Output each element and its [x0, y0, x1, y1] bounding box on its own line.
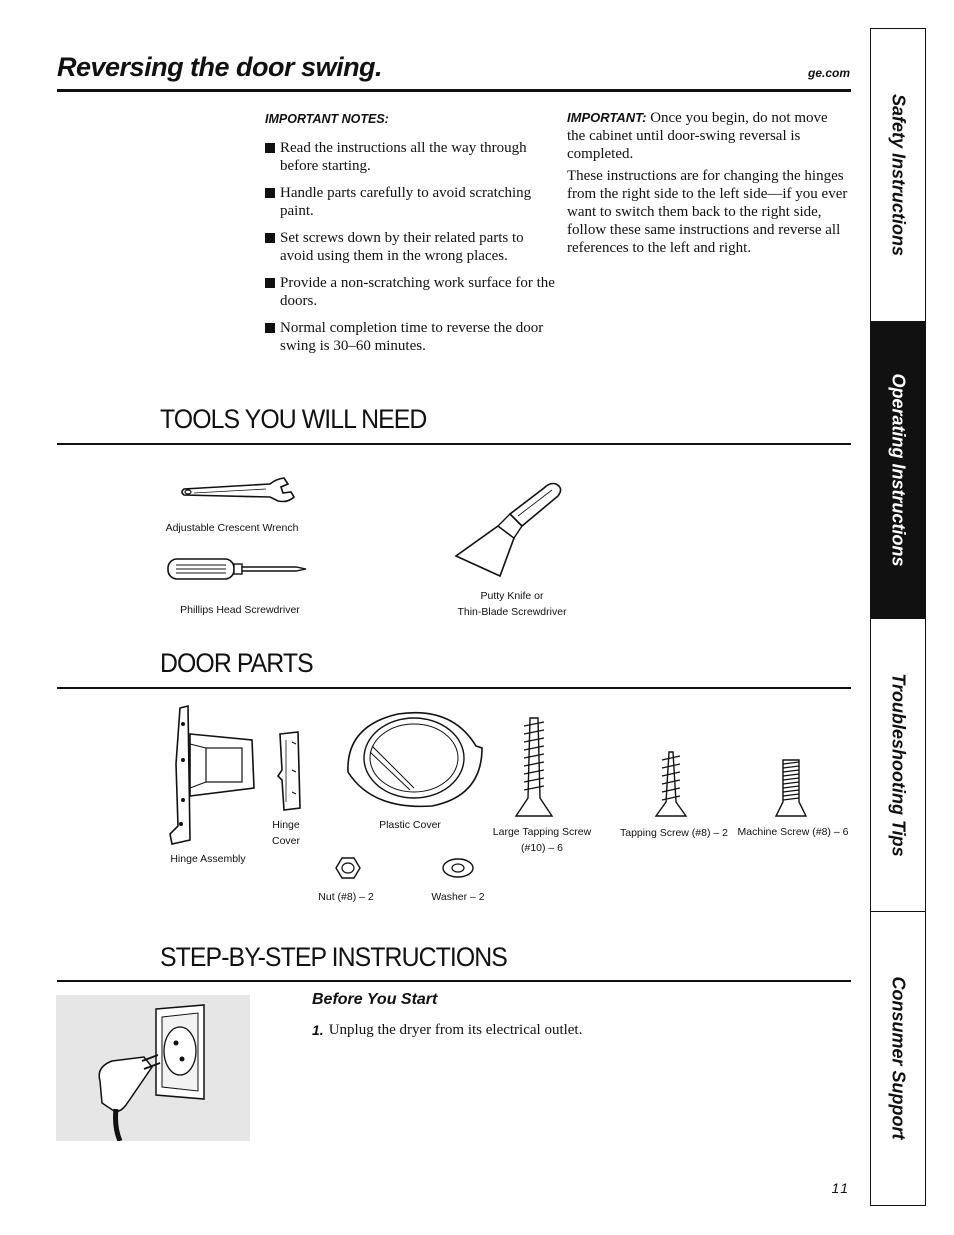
screwdriver-icon — [166, 555, 311, 585]
step-number: 1. — [312, 1022, 324, 1038]
tapping-screw-caption: Tapping Screw (#8) – 2 — [620, 827, 728, 839]
list-item: Handle parts carefully to avoid scratching paint. — [265, 184, 555, 220]
list-item: Normal completion time to reverse the door swing is 30–60 minutes. — [265, 319, 555, 355]
hinge-assembly-caption: Hinge Assembly — [170, 853, 246, 865]
hinge-cover-icon — [274, 730, 304, 812]
hinge-cover-caption-line: Cover — [271, 835, 300, 847]
list-item: Set screws down by their related parts to avoid using them in the wrong places. — [265, 229, 555, 265]
hinge-cover-caption — [262, 817, 310, 849]
large-tapping-screw-caption — [484, 824, 600, 856]
important-notes-list — [265, 139, 555, 364]
tools-rule — [57, 443, 851, 445]
hinge-assembly-icon — [166, 704, 258, 846]
screwdriver-caption: Phillips Head Screwdriver — [180, 604, 300, 616]
plastic-cover-caption: Plastic Cover — [379, 819, 441, 831]
wrench-caption: Adjustable Crescent Wrench — [165, 522, 299, 534]
header-rule — [57, 89, 851, 92]
list-item: Read the instructions all the way through before starting. — [265, 139, 555, 175]
important-label: IMPORTANT: — [567, 110, 647, 125]
plastic-cover-icon — [342, 706, 486, 810]
tab-troubleshooting-tips[interactable] — [871, 619, 925, 912]
tab-label: Troubleshooting Tips — [888, 673, 909, 857]
step-by-step-rule — [57, 980, 851, 982]
step-text: Unplug the dryer from its electrical outlet. — [328, 1022, 583, 1038]
page-number: 11 — [831, 1180, 850, 1196]
large-tapping-screw-icon — [514, 714, 554, 820]
tab-operating-instructions[interactable] — [871, 322, 925, 619]
tab-label: Operating Instructions — [888, 373, 909, 567]
hinge-cover-caption-line: Hinge — [272, 819, 300, 831]
door-parts-rule — [57, 687, 851, 689]
reversal-paragraph: These instructions are for changing the hinges from the right side to the left side—if you ever want to switch them back to the right side, follow these same instructions and reverse all references to the left and right. — [567, 168, 848, 256]
washer-icon — [440, 856, 476, 880]
putty-knife-caption-line: Putty Knife or — [480, 590, 544, 602]
before-you-start-heading: Before You Start — [312, 991, 438, 1008]
list-item: Provide a non-scratching work surface for the doors. — [265, 274, 555, 310]
large-tapping-screw-caption-line: (#10) – 6 — [520, 842, 564, 854]
putty-knife-caption — [440, 588, 584, 620]
outlet-plug-icon — [56, 995, 250, 1141]
step-by-step-title: STEP-BY-STEP INSTRUCTIONS — [160, 942, 507, 972]
large-tapping-screw-caption-line: Large Tapping Screw — [492, 826, 592, 838]
nut-icon — [332, 856, 364, 880]
tab-safety-instructions[interactable] — [871, 29, 925, 322]
door-parts-title: DOOR PARTS — [160, 648, 313, 678]
site-url[interactable]: ge.com — [807, 66, 850, 80]
important-notes-title: IMPORTANT NOTES: — [265, 112, 389, 126]
putty-knife-icon — [452, 482, 567, 580]
important-text: Once you begin, do not move the cabinet until door-swing reversal is completed. — [567, 110, 828, 162]
tab-label: Consumer Support — [888, 976, 909, 1140]
washer-caption: Washer – 2 — [431, 891, 485, 903]
machine-screw-icon — [774, 758, 808, 820]
nut-caption: Nut (#8) – 2 — [318, 891, 374, 903]
tab-consumer-support[interactable] — [871, 912, 925, 1204]
unplug-illustration — [56, 995, 250, 1141]
important-paragraph — [567, 109, 849, 163]
tapping-screw-icon — [654, 750, 688, 820]
page-title: Reversing the door swing. — [57, 52, 383, 82]
tools-title: TOOLS YOU WILL NEED — [160, 404, 427, 434]
machine-screw-caption: Machine Screw (#8) – 6 — [737, 826, 849, 838]
wrench-icon — [178, 475, 298, 509]
putty-knife-caption-line: Thin-Blade Screwdriver — [457, 606, 567, 618]
sidebar-tabs — [870, 28, 926, 1206]
step-1 — [312, 1021, 602, 1039]
tab-label: Safety Instructions — [888, 93, 909, 257]
important-block — [567, 109, 849, 261]
